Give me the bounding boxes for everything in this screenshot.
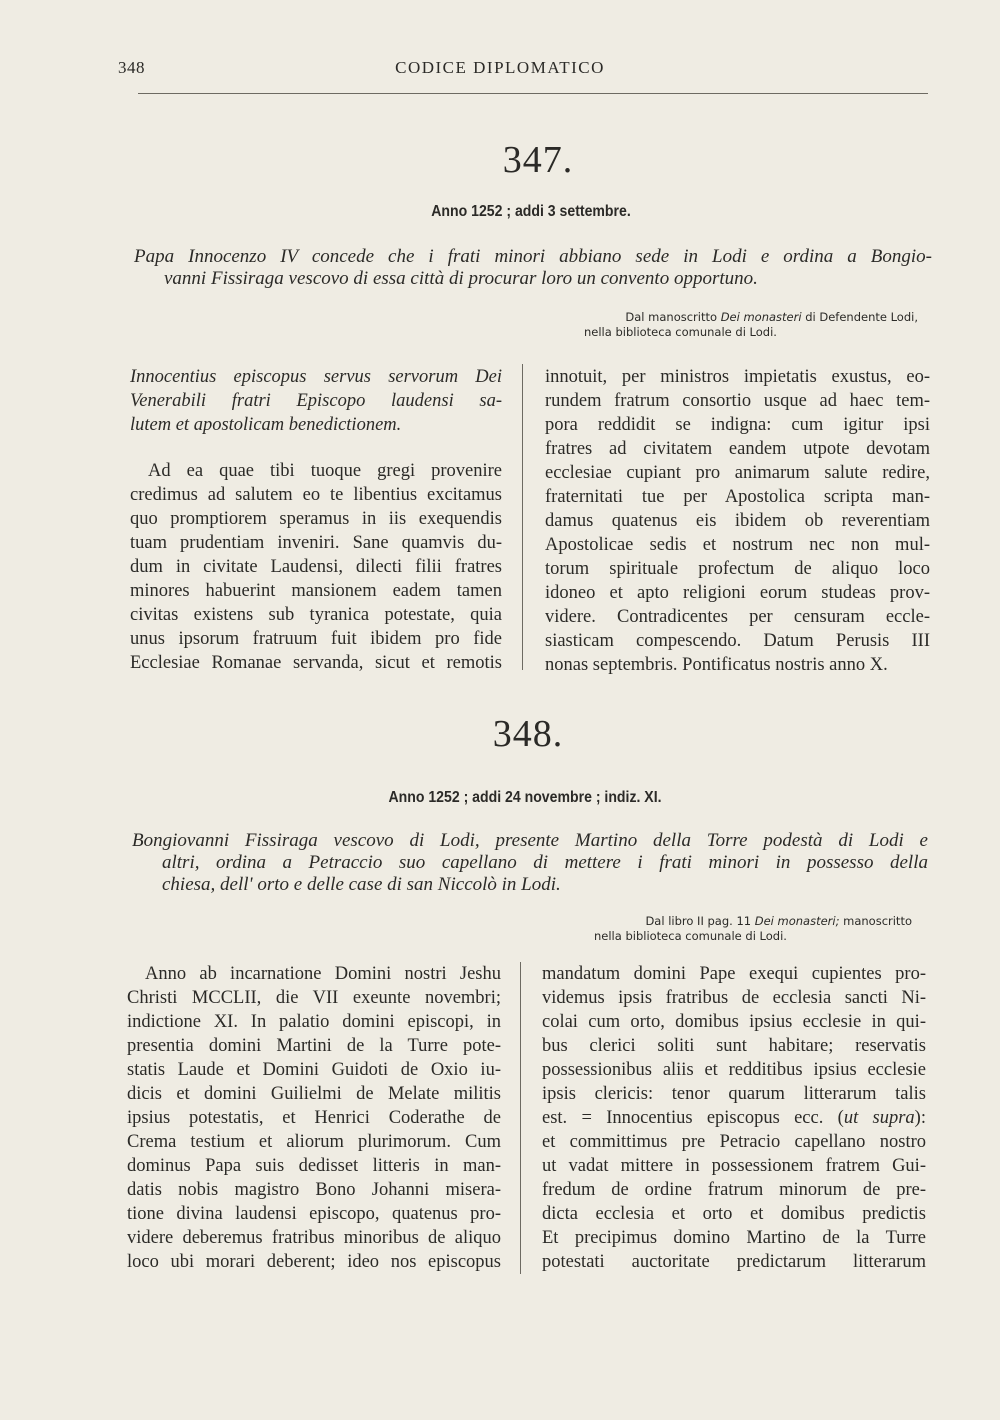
text-line: et committimus pre Petracio capellano nostro [542, 1132, 926, 1152]
text-line: Apostolicae sedis et nostrum nec non mul- [545, 535, 930, 555]
text-line: innotuit, per ministros impietatis exustus, eo- [545, 367, 930, 387]
text-line: civitas existens sub tyranica potestate, quia [130, 605, 502, 625]
page-number: 348 [118, 58, 145, 77]
letter-body [130, 459, 502, 675]
text-line: ipsis clericis: tenor quarum litterarum talis [542, 1084, 926, 1104]
text-line: dicta ecclesia et orto et domibus predictis [542, 1204, 926, 1224]
source-line: Dal manoscritto Dei monasteri di Defendente Lodi, [625, 310, 918, 324]
source-line: nella biblioteca comunale di Lodi. [594, 929, 787, 943]
text-line: potestati auctoritate predictarum litterarum [542, 1252, 926, 1272]
column-divider [520, 962, 521, 1274]
text-line: videre deberemus fratribus minoribus de aliquo [127, 1228, 501, 1248]
text-line: nonas septembris. Pontificatus nostris anno X. [545, 655, 888, 675]
text-line: unus ipsorum fratruum fuit ibidem pro fide [130, 629, 502, 649]
text-line: lutem et apostolicam benedictionem. [130, 415, 402, 435]
text-line: tuam prudentiam inveniri. Sane quamvis du- [130, 533, 502, 553]
doc-347-summary [134, 246, 932, 290]
summary-line: chiesa, dell' orto e delle case di san Niccolò in Lodi. [162, 874, 561, 895]
text-line: Venerabili fratri Episcopo laudensi sa- [130, 391, 502, 411]
source-line: Dal libro II pag. 11 Dei monasteri; manoscritto [645, 914, 912, 928]
text-line: videmus ipsis fratribus de ecclesia sancti Ni- [542, 988, 926, 1008]
text-line: fratres ad civitatem eandem utpote devotam [545, 439, 930, 459]
doc-348-summary [132, 830, 928, 896]
text-line: Et precipimus domino Martino de la Turre [542, 1228, 926, 1248]
summary-line: vanni Fissiraga vescovo di essa città di procurar loro un convento opportuno. [164, 268, 758, 289]
text-line: dum in civitate Laudensi, dilecti filii fratres [130, 557, 502, 577]
text-line: videre. Contradicentes per censuram eccle- [545, 607, 930, 627]
text-line: rundem fratrum consortio usque ad haec tem- [545, 391, 930, 411]
text-line: siasticam compescendo. Datum Perusis III [545, 631, 930, 651]
text-line: possessionibus aliis et redditibus ipsius ecclesie [542, 1060, 926, 1080]
text-line: Ecclesiae Romanae servanda, sicut et remotis [130, 653, 502, 673]
text-line: Christi MCCLII, die VII exeunte novembri; [127, 988, 501, 1008]
text-line: Anno ab incarnatione Domini nostri Jeshu [145, 964, 501, 984]
text-line: Innocentius episcopus servus servorum Dei [130, 367, 502, 387]
doc-347-right-column [545, 365, 930, 677]
column-divider [522, 364, 523, 670]
text-line: idoneo et apto religioni eorum studeas prov- [545, 583, 930, 603]
text-line: Crema testium et aliorum plurimorum. Cum [127, 1132, 501, 1152]
text-line: torum spirituale profectum de aliquo loco [545, 559, 930, 579]
text-line: datis nobis magistro Bono Johanni misera- [127, 1180, 501, 1200]
text-line: presentia domini Martini de la Turre pote- [127, 1036, 501, 1056]
text-line: quo promptiorem speramus in iis exequendis [130, 509, 502, 529]
text-line: colai cum orto, domibus ipsius ecclesie in qui- [542, 1012, 926, 1032]
text-line: ecclesiae cupiant pro animarum salute redire, [545, 463, 930, 483]
doc-347-date: Anno 1252 ; addi 3 settembre. [431, 203, 631, 220]
doc-347-number: 347. [502, 139, 574, 181]
text-line: minores habuerint mansionem eadem tamen [130, 581, 502, 601]
text-line: dominus Papa suis dedisset litteris in man- [127, 1156, 501, 1176]
doc-348-date: Anno 1252 ; addi 24 novembre ; indiz. XI. [388, 789, 662, 806]
text-line: fraternitati tue per Apostolica scripta man- [545, 487, 930, 507]
text-line: ipsius potestatis, et Henrici Coderathe de [127, 1108, 501, 1128]
doc-347-source-note [520, 310, 918, 340]
text-line: credimus ad salutem eo te libentius excitamus [130, 485, 502, 505]
text-line: statis Laude et Domini Guidoti de Oxio iu- [127, 1060, 501, 1080]
doc-348-source-note [500, 914, 912, 944]
running-title: CODICE DIPLOMATICO [395, 58, 605, 77]
summary-line: Papa Innocenzo IV concede che i frati minori abbiano sede in Lodi e ordina a Bongio- [134, 246, 932, 267]
salutation [130, 365, 502, 437]
doc-347-left-column [130, 365, 502, 675]
summary-line: Bongiovanni Fissiraga vescovo di Lodi, presente Martino della Torre podestà di Lodi e [132, 830, 928, 851]
text-line: ut vadat mittere in possessionem fratrem Gui- [542, 1156, 926, 1176]
text-line: est. = Innocentius episcopus ecc. (ut supra): [542, 1108, 926, 1128]
text-line: Ad ea quae tibi tuoque gregi provenire [148, 461, 502, 481]
text-line: fredum de ordine fratrum minorum de pre- [542, 1180, 926, 1200]
doc-348-right-column [542, 962, 926, 1274]
text-line: pora reddidit se indigna: cum igitur ipsi [545, 415, 930, 435]
text-line: bus clerici soliti sunt habitare; reservatis [542, 1036, 926, 1056]
text-line: mandatum domini Pape exequi cupientes pro- [542, 964, 926, 984]
text-line: loco ubi morari deberent; ideo nos episcopus [127, 1252, 501, 1272]
summary-line: altri, ordina a Petraccio suo capellano di mettere i frati minori in possesso della [162, 852, 928, 873]
text-line: tione divina laudensi episcopo, quatenus pro- [127, 1204, 501, 1224]
source-line: nella biblioteca comunale di Lodi. [584, 325, 777, 339]
text-line: indictione XI. In palatio domini episcopi, in [127, 1012, 501, 1032]
doc-348-number: 348. [492, 713, 564, 755]
doc-348-left-column [127, 962, 501, 1274]
text-line: damus quatenus eis ibidem ob reverentiam [545, 511, 930, 531]
header-rule [138, 93, 928, 94]
text-line: dicis et domini Guilielmi de Melate militis [127, 1084, 501, 1104]
